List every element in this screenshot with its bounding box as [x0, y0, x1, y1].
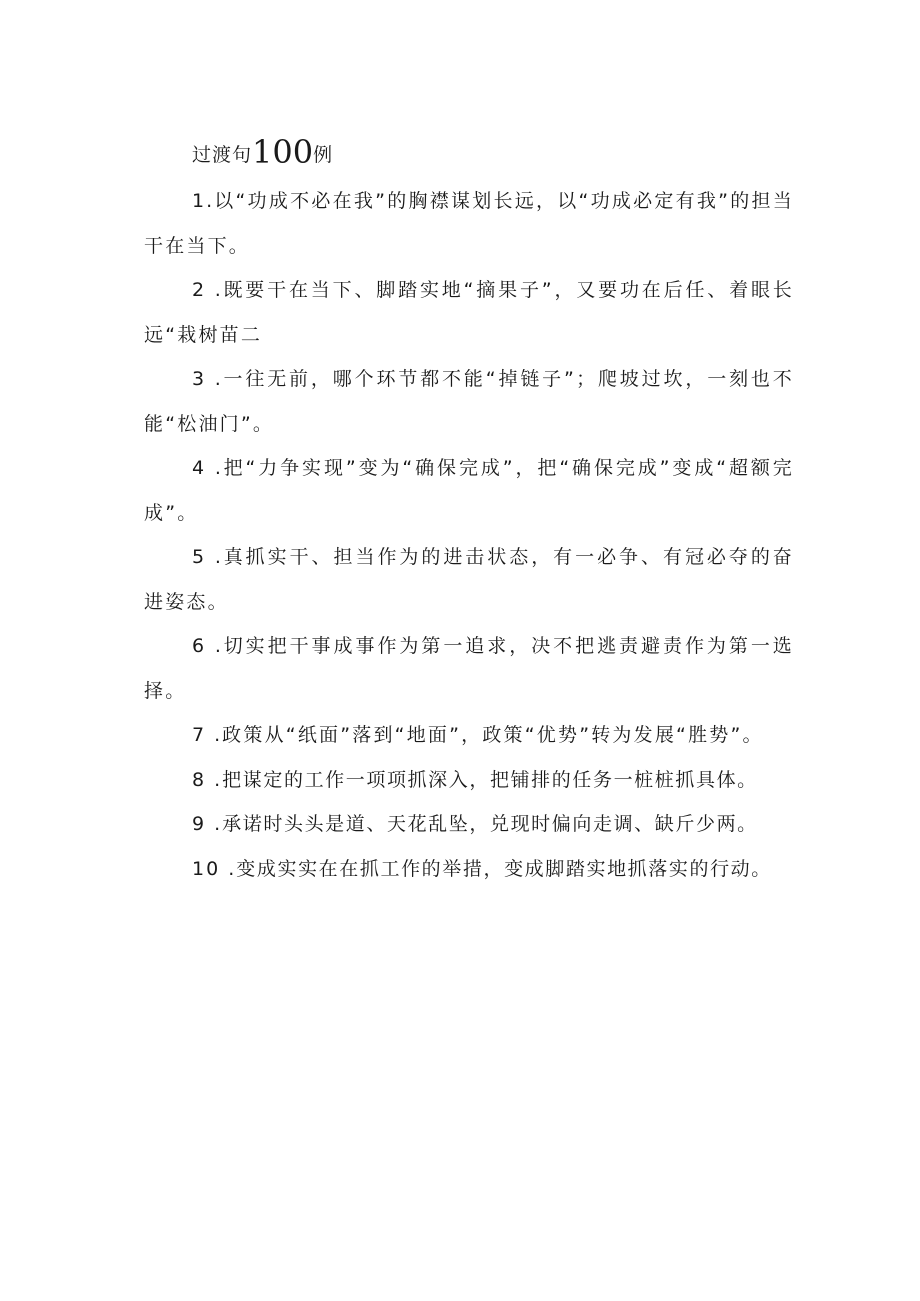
list-item [144, 179, 794, 268]
item-number: 10 . [192, 857, 237, 880]
item-text: 一往无前，哪个环节都不能“掉链子”；爬坡过坎，一刻也不能“松油门”。 [144, 368, 794, 435]
item-number: 6 . [192, 635, 223, 657]
list-item [144, 357, 794, 446]
title-suffix: 例 [313, 144, 334, 166]
list-item [144, 624, 794, 713]
item-text: 政策从“纸面”落到“地面”，政策“优势”转为发展“胜势”。 [222, 724, 764, 746]
list-item [144, 847, 794, 892]
item-number: 8 . [192, 768, 223, 791]
item-text: 切实把干事成事作为第一追求，决不把逃责避责作为第一选择。 [144, 635, 795, 702]
item-number: 1. [192, 190, 215, 212]
item-text: 以“功成不必在我”的胸襟谋划长远，以“功成必定有我”的担当干在当下。 [144, 190, 794, 257]
item-number: 5 . [192, 546, 223, 568]
item-text: 真抓实干、担当作为的进击状态，有一必争、有冠必夺的奋进姿态。 [144, 546, 795, 613]
list-item [144, 802, 794, 847]
document-body [144, 128, 794, 891]
title-number: 100 [252, 133, 314, 171]
item-number: 2 . [192, 279, 223, 301]
document-title [144, 128, 794, 179]
item-text: 既要干在当下、脚踏实地“摘果子”，又要功在后任、着眼长远“栽树苗二 [144, 279, 795, 346]
item-number: 9 . [192, 813, 223, 835]
item-text: 把谋定的工作一项项抓深入，把铺排的任务一桩桩抓具体。 [222, 768, 758, 791]
item-text: 把“力争实现”变为“确保完成”，把“确保完成”变成“超额完成”。 [144, 457, 794, 524]
item-text: 变成实实在在抓工作的举措，变成脚踏实地抓落实的行动。 [236, 857, 772, 880]
list-item [144, 446, 794, 535]
title-text: 过渡句 [192, 144, 253, 166]
list-item [144, 535, 794, 624]
item-text: 承诺时头头是道、天花乱坠，兑现时偏向走调、缺斤少两。 [222, 813, 758, 835]
list-item [144, 713, 794, 758]
item-number: 7 . [192, 724, 223, 746]
list-item [144, 268, 794, 357]
item-number: 3 . [192, 368, 223, 390]
list-item [144, 758, 794, 803]
item-number: 4 . [192, 457, 223, 479]
